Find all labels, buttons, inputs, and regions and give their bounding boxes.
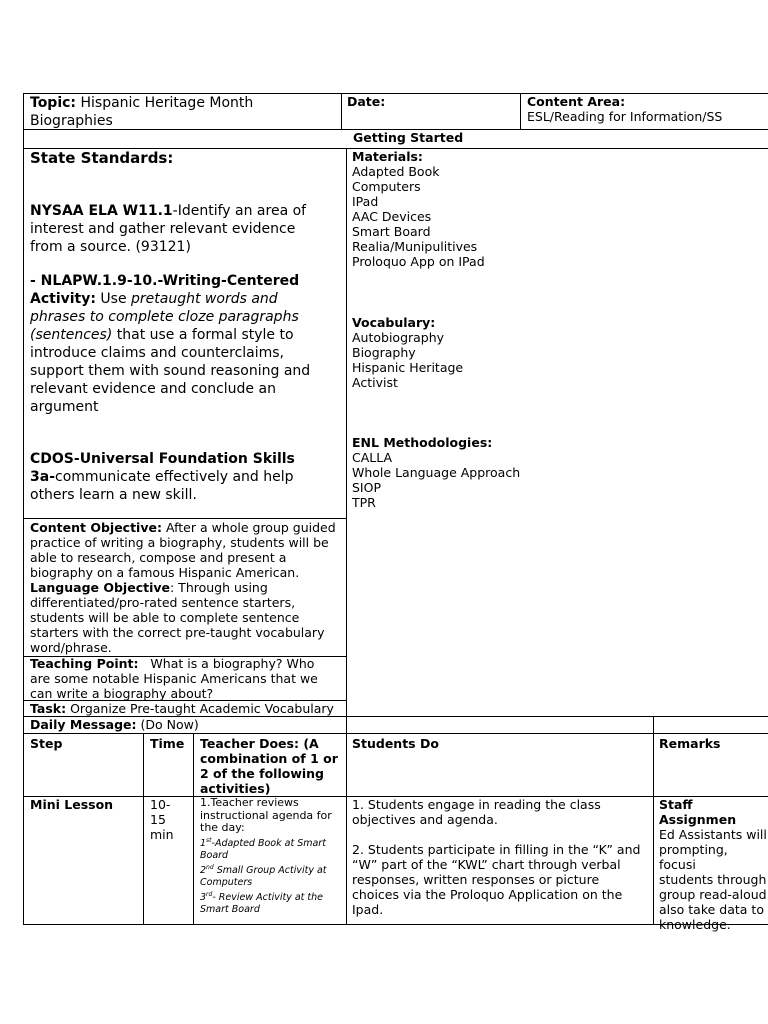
students-do-cell bbox=[352, 797, 640, 917]
rule bbox=[341, 93, 342, 130]
column-header-teacher bbox=[200, 736, 338, 796]
rule bbox=[143, 733, 144, 925]
state-standards-title: State Standards: bbox=[30, 149, 174, 167]
vocabulary-item: Biography bbox=[352, 345, 416, 360]
daily-message-label: Daily Message: bbox=[30, 717, 137, 732]
materials-item: Realia/Munipulitives bbox=[352, 239, 478, 254]
cdos-standard-line1: CDOS-Universal Foundation Skills bbox=[30, 451, 295, 467]
nysaa-code: NYSAA ELA W11.1 bbox=[30, 203, 173, 219]
activity-ordinal: nd bbox=[206, 863, 214, 871]
content-objective-line2: practice of writing a biography, students will be bbox=[30, 535, 329, 550]
materials-item: AAC Devices bbox=[352, 209, 432, 224]
time-line: min bbox=[150, 827, 174, 842]
vocabulary-item: Hispanic Heritage bbox=[352, 360, 464, 375]
teaching-point-line2: are some notable Hispanic Americans that we bbox=[30, 671, 318, 686]
students-line: responses, written responses or picture bbox=[352, 872, 600, 887]
rule bbox=[520, 93, 521, 130]
time-cell bbox=[150, 797, 174, 842]
language-objective-line5: word/phrase. bbox=[30, 640, 112, 655]
teacher-header-line: combination of 1 or bbox=[200, 751, 338, 766]
content-objective-line3: able to research, compose and present a bbox=[30, 550, 287, 565]
activity-text: -Adapted Book at Smart bbox=[211, 837, 326, 849]
cdos-standard-line2 bbox=[30, 468, 294, 486]
task-line bbox=[30, 701, 334, 716]
nlapw-standard-line1: - NLAPW.1.9-10.-Writing-Centered bbox=[30, 273, 300, 289]
content-objective-text: After a whole group guided bbox=[161, 520, 336, 535]
topic-label: Topic: bbox=[30, 95, 77, 111]
students-line: objectives and agenda. bbox=[352, 812, 498, 827]
nlapw-standard-line2 bbox=[30, 290, 278, 308]
nlapw-italic-text: (sentences) bbox=[30, 327, 113, 343]
content-objective-line1 bbox=[30, 520, 336, 535]
remarks-title: Staff Assignmen bbox=[659, 797, 737, 827]
topic-heading bbox=[30, 94, 253, 112]
activity-number: 3 bbox=[200, 891, 207, 903]
students-line: 2. Students participate in filling in the “K” and bbox=[352, 842, 641, 857]
materials-item: Adapted Book bbox=[352, 164, 440, 179]
rule bbox=[653, 716, 654, 925]
time-line: 15 bbox=[150, 812, 166, 827]
students-line: 1. Students engage in reading the class bbox=[352, 797, 601, 812]
remarks-line: prompting, focusi bbox=[659, 842, 728, 872]
task-label: Task: bbox=[30, 701, 67, 716]
vocabulary-item: Activist bbox=[352, 375, 398, 390]
task-text: Organize Pre-taught Academic Vocabulary bbox=[66, 701, 334, 716]
topic-value: Hispanic Heritage Month bbox=[80, 95, 254, 111]
rule bbox=[23, 924, 768, 925]
enl-item: TPR bbox=[352, 495, 376, 510]
teacher-line: the day: bbox=[200, 821, 245, 834]
nlapw-standard-line6: support them with sound reasoning and bbox=[30, 363, 311, 379]
language-objective-line4: starters with the correct pre-taught vocabulary bbox=[30, 625, 325, 640]
enl-methodologies-list bbox=[352, 450, 520, 510]
content-objective-label: Content Objective: bbox=[30, 520, 162, 535]
teacher-activity-3 bbox=[200, 889, 345, 904]
teacher-header-line: activities) bbox=[200, 781, 271, 796]
vocabulary-item: Autobiography bbox=[352, 330, 445, 345]
content-objective-line4: biography on a famous Hispanic American. bbox=[30, 565, 300, 580]
nlapw-text: Use bbox=[95, 291, 132, 307]
materials-item: Proloquo App on IPad bbox=[352, 254, 485, 269]
activity-number: 2 bbox=[200, 864, 207, 876]
rule bbox=[23, 93, 24, 925]
activity-number: 1 bbox=[200, 837, 207, 849]
rule bbox=[193, 733, 194, 925]
teacher-header-line: 2 of the following bbox=[200, 766, 324, 781]
teacher-line: 1.Teacher reviews bbox=[200, 796, 299, 809]
remarks-cell bbox=[659, 797, 768, 932]
step-mini-lesson: Mini Lesson bbox=[30, 797, 114, 812]
column-header-step: Step bbox=[30, 736, 63, 751]
teacher-activity-2-cont: Computers bbox=[200, 876, 253, 888]
daily-message-text: (Do Now) bbox=[136, 717, 199, 732]
enl-item: SIOP bbox=[352, 480, 381, 495]
teaching-point-line1 bbox=[30, 656, 314, 671]
getting-started-heading: Getting Started bbox=[353, 130, 464, 145]
daily-message-line bbox=[30, 717, 199, 732]
topic-value-line2: Biographies bbox=[30, 113, 113, 129]
language-objective-line1 bbox=[30, 580, 268, 595]
teaching-point-text: What is a biography? Who bbox=[150, 656, 315, 671]
activity-text: - Review Activity at the bbox=[212, 891, 323, 903]
nysaa-standard-line2: interest and gather relevant evidence bbox=[30, 221, 296, 237]
content-area-value: ESL/Reading for Information/SS bbox=[527, 109, 723, 124]
students-line: Ipad. bbox=[352, 902, 384, 917]
time-line: 10- bbox=[150, 797, 171, 812]
column-header-remarks: Remarks bbox=[659, 736, 721, 751]
materials-item: Computers bbox=[352, 179, 421, 194]
nysaa-text: -Identify an area of bbox=[172, 203, 307, 219]
rule bbox=[346, 716, 347, 925]
teaching-point-label: Teaching Point: bbox=[30, 656, 139, 671]
students-line: choices via the Proloquo Application on the bbox=[352, 887, 623, 902]
teacher-header-line: Teacher Does: (A bbox=[200, 736, 319, 751]
materials-list bbox=[352, 164, 485, 269]
students-spacer bbox=[352, 827, 640, 842]
nlapw-activity-label: Activity: bbox=[30, 291, 96, 307]
enl-methodologies-title: ENL Methodologies: bbox=[352, 435, 493, 450]
teacher-activity-3-cont: Smart Board bbox=[200, 903, 260, 915]
remarks-line: group read-aloud bbox=[659, 887, 767, 902]
teacher-activity-1 bbox=[200, 835, 345, 850]
nlapw-italic-text: pretaught words and bbox=[131, 291, 278, 307]
rule bbox=[346, 148, 347, 716]
content-area-label: Content Area: bbox=[527, 94, 626, 109]
nlapw-standard-line4 bbox=[30, 326, 294, 344]
nlapw-standard-line7: relevant evidence and conclude an bbox=[30, 381, 276, 397]
language-objective-text: : Through using bbox=[170, 580, 268, 595]
language-objective-line2: differentiated/pro-rated sentence starters, bbox=[30, 595, 296, 610]
nlapw-standard-line8: argument bbox=[30, 399, 99, 415]
nlapw-standard-line3: phrases to complete cloze paragraphs bbox=[30, 309, 299, 325]
column-header-students: Students Do bbox=[352, 736, 439, 751]
nysaa-standard-line1 bbox=[30, 202, 306, 220]
materials-title: Materials: bbox=[352, 149, 423, 164]
materials-item: IPad bbox=[352, 194, 379, 209]
date-label: Date: bbox=[347, 94, 386, 109]
remarks-line: students through bbox=[659, 872, 767, 887]
language-objective-line3: students will be able to complete sentence bbox=[30, 610, 300, 625]
remarks-line: knowledge. bbox=[659, 917, 731, 932]
enl-item: CALLA bbox=[352, 450, 393, 465]
teacher-activity-2 bbox=[200, 862, 345, 877]
cdos-code: 3a- bbox=[30, 469, 55, 485]
vocabulary-list bbox=[352, 330, 463, 390]
students-line: “W” part of the “KWL” chart through verbal bbox=[352, 857, 621, 872]
teacher-does-cell bbox=[200, 797, 345, 916]
remarks-line: Ed Assistants will bbox=[659, 827, 767, 842]
activity-ordinal: st bbox=[206, 836, 212, 844]
cdos-text: communicate effectively and help bbox=[55, 469, 294, 485]
cdos-standard-line3: others learn a new skill. bbox=[30, 487, 197, 503]
materials-item: Smart Board bbox=[352, 224, 431, 239]
teacher-activity-1-cont: Board bbox=[200, 849, 229, 861]
language-objective-label: Language Objective bbox=[30, 580, 170, 595]
remarks-line: also take data to bbox=[659, 902, 764, 917]
activity-ordinal: rd bbox=[206, 890, 213, 898]
enl-item: Whole Language Approach bbox=[352, 465, 521, 480]
nlapw-text: that use a formal style to bbox=[112, 327, 294, 343]
teaching-point-line3: can write a biography about? bbox=[30, 686, 214, 701]
teacher-line: instructional agenda for bbox=[200, 808, 332, 822]
rule bbox=[23, 518, 347, 519]
nysaa-standard-line3: from a source. (93121) bbox=[30, 239, 191, 255]
rule bbox=[23, 733, 768, 734]
activity-text: Small Group Activity at bbox=[213, 864, 327, 876]
nlapw-standard-line5: introduce claims and counterclaims, bbox=[30, 345, 285, 361]
column-header-time: Time bbox=[150, 736, 185, 751]
vocabulary-title: Vocabulary: bbox=[352, 315, 436, 330]
